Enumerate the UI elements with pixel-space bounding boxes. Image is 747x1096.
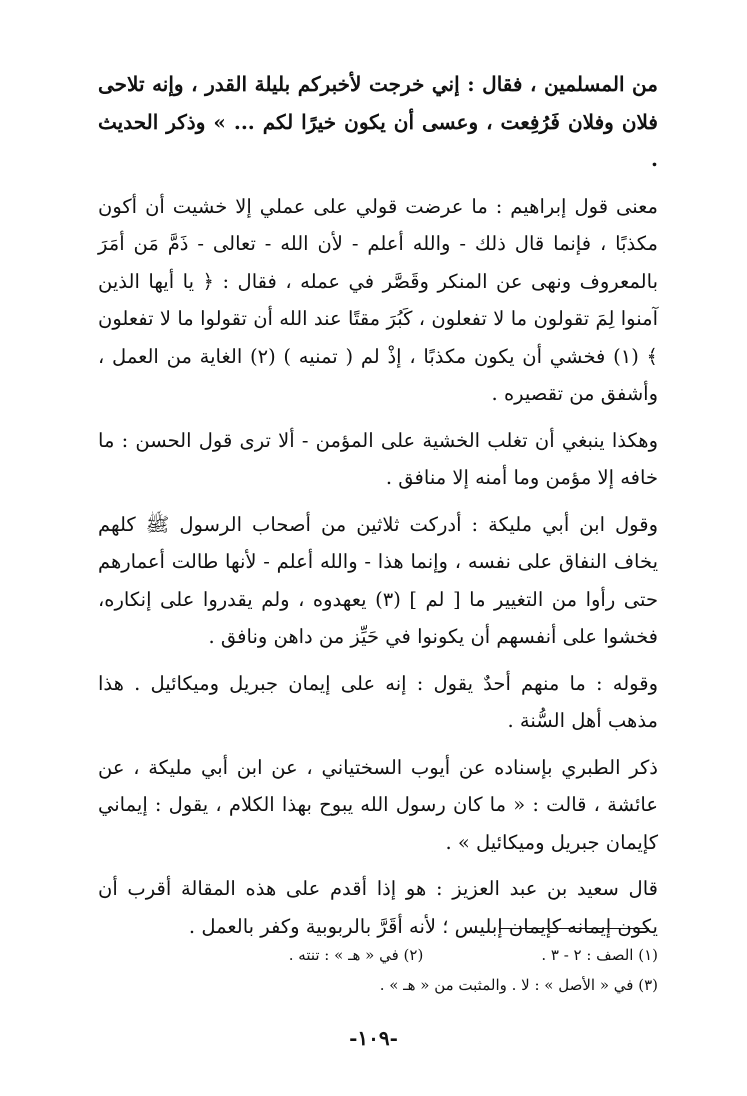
paragraph-1: من المسلمين ، فقال : إني خرجت لأخبركم بليلة القدر ، وإنه تلاحى فلان وفلان فَرُفِعت ، وعسى أن يكون خيرًا لكم ... » وذكر الحديث . (98, 72, 658, 171)
paragraph-7: قال سعيد بن عبد العزيز : هو إذا أقدم على هذه المقالة أقرب أن يكون إيمانه كإيمان إبليس ؛ لأنه أقَرَّ بالربوبية وكفر بالعمل . (98, 877, 658, 938)
footnote-1: (١) الصف : ٢ - ٣ . (541, 946, 658, 964)
footnote-3: (٣) في « الأصل » : لا . والمثبت من « هـ » . (379, 976, 658, 994)
footnote-divider (499, 928, 649, 929)
footnote-2: (٢) في « هـ » : تنته . (288, 946, 424, 964)
footnotes (98, 940, 658, 1000)
footnote-row (98, 940, 658, 970)
paragraph-5: وقوله : ما منهم أحدٌ يقول : إنه على إيمان جبريل وميكائيل . هذا مذهب أهل السُّنة . (98, 671, 658, 732)
paragraph-6: ذكر الطبري بإسناده عن أيوب السختياني ، عن ابن أبي مليكة ، عن عائشة ، قالت : « ما كان رسول الله يبوح بهذا الكلام ، يقول : إيماني كإيمان جبريل وميكائيل » . (98, 755, 658, 854)
page-body (98, 66, 658, 945)
paragraph-3: وهكذا ينبغي أن تغلب الخشية على المؤمن - ألا ترى قول الحسن : ما خافه إلا مؤمن وما أمنه إلا منافق . (98, 428, 658, 489)
paragraph-4: وقول ابن أبي مليكة : أدركت ثلاثين من أصحاب الرسول ﷺ كلهم يخاف النفاق على نفسه ، وإنما هذا - والله أعلم - لأنها طالت أعمارهم حتى رأوا من التغيير ما [ لم ] (٣) يعهدوه ، ولم يقدروا على إنكاره، فخشوا على أنفسهم أن يكونوا في حَيِّز من داهن ونافق . (98, 512, 658, 648)
paragraph-2: معنى قول إبراهيم : ما عرضت قولي على عملي إلا خشيت أن أكون مكذبًا ، فإنما قال ذلك - والله أعلم - لأن الله - تعالى - ذَمَّ مَن أمَرَ بالمعروف ونهى عن المنكر وقَصَّر في عمله ، فقال : ﴿ يا أيها الذين آمنوا لِمَ تقولون ما لا تفعلون ، كَبُرَ مقتًا عند الله أن تقولوا ما لا تفعلون ﴾ (١) فخشي أن يكون مكذبًا ، إذْ لم ( تمنيه ) (٢) الغاية من العمل ، وأشفق من تقصيره . (98, 194, 658, 405)
page-number: -١٠٩- (349, 1026, 398, 1050)
footnote-row (98, 970, 658, 1000)
